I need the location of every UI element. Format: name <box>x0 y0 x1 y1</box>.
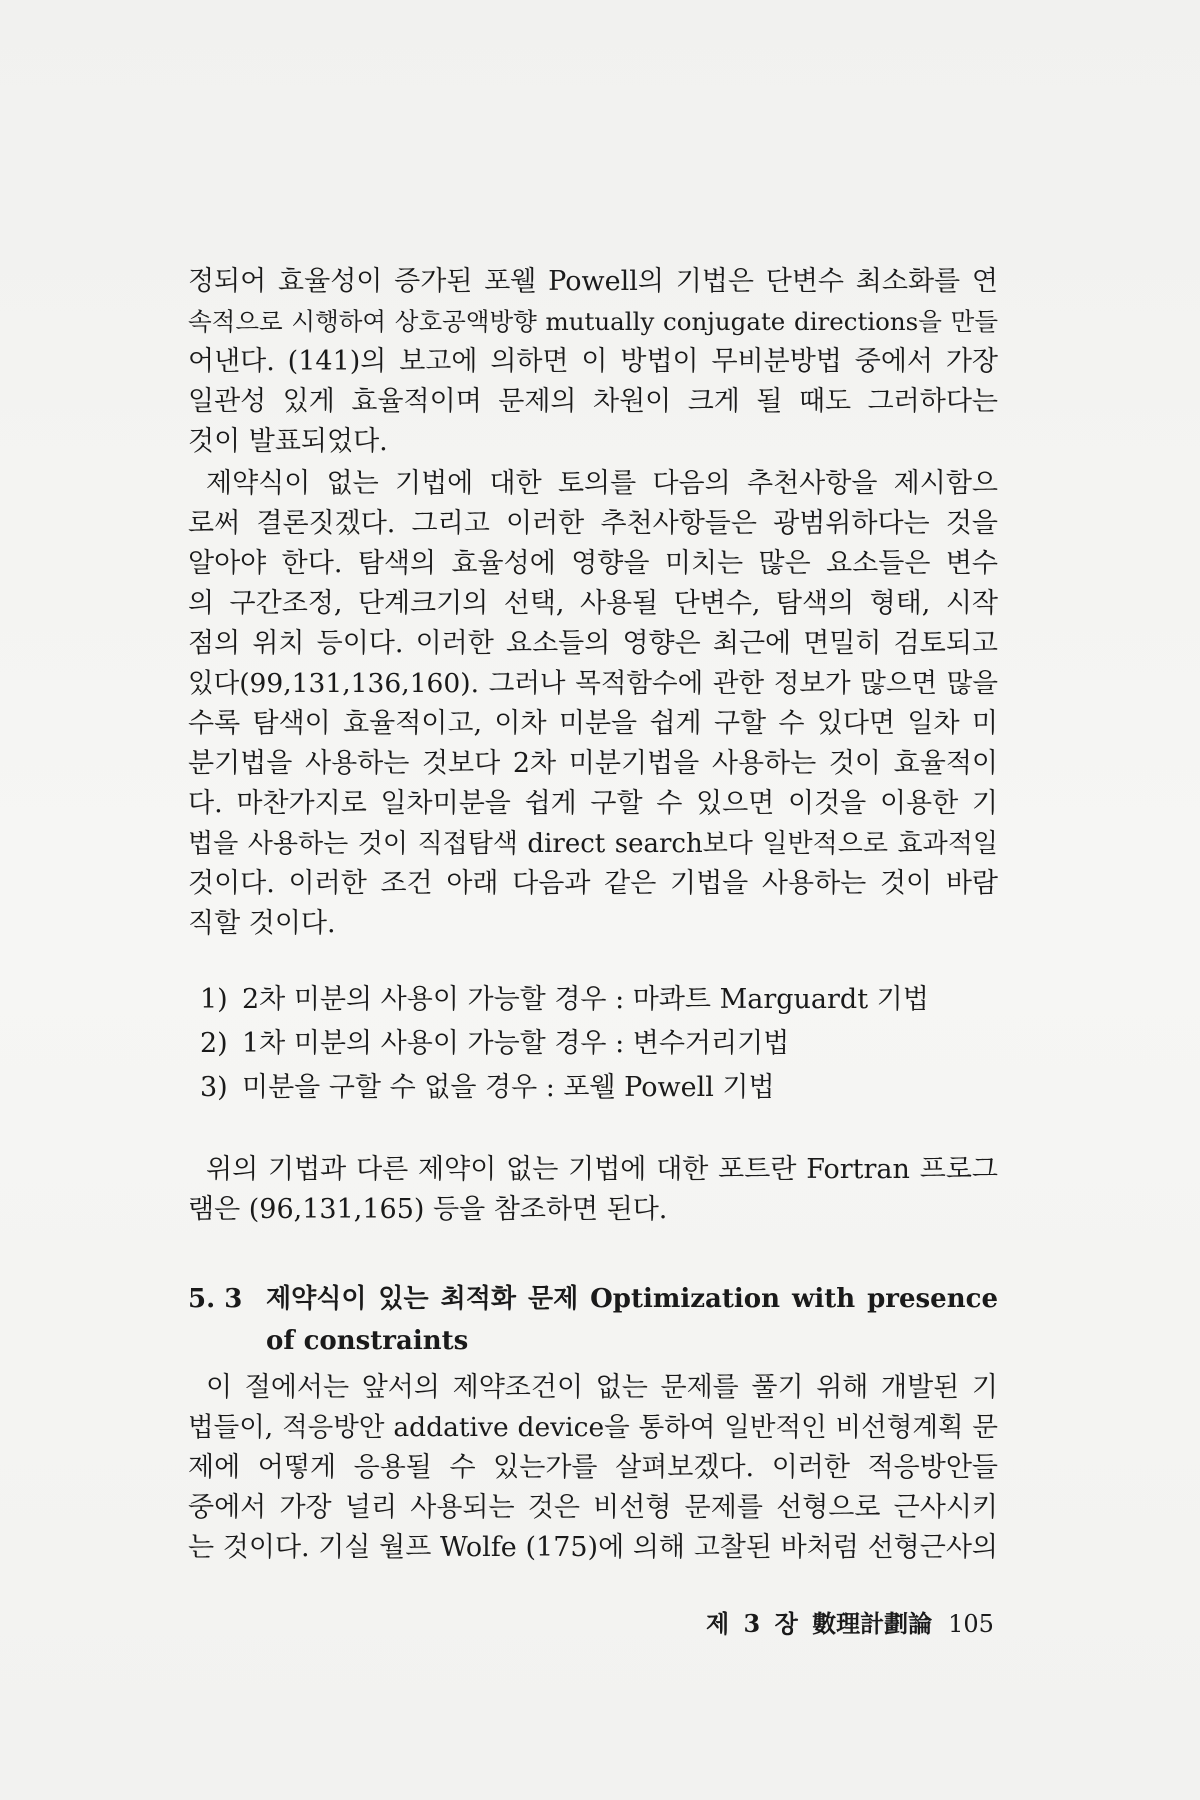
list-item <box>200 1066 998 1110</box>
text-line: 로써 결론짓겠다. 그리고 이러한 추천사항들은 광범위하다는 것을 <box>188 508 998 539</box>
text-line: 법들이, 적응방안 addative device을 통하여 일반적인 비선형계획 문 <box>188 1412 998 1443</box>
list-text: 1차 미분의 사용이 가능할 경우 : 변수거리기법 <box>242 1028 790 1059</box>
text-line: 속적으로 시행하여 상호공액방향 mutually conjugate directions을 만들 <box>188 307 998 336</box>
text-line: 이 절에서는 앞서의 제약조건이 없는 문제를 풀기 위해 개발된 기 <box>206 1372 998 1403</box>
chapter-title: 제 3 장 數理計劃論 <box>706 1609 933 1638</box>
method-list <box>188 978 998 1110</box>
list-number: 1) <box>200 984 228 1015</box>
list-number: 3) <box>200 1072 228 1103</box>
paragraph-2 <box>188 464 998 944</box>
paragraph-1 <box>188 262 998 462</box>
page-number: 105 <box>948 1610 994 1638</box>
paragraph-3 <box>188 1150 998 1230</box>
text-line: 수록 탐색이 효율적이고, 이차 미분을 쉽게 구할 수 있다면 일차 미 <box>188 708 998 739</box>
body-text <box>188 262 998 1568</box>
page-footer <box>706 1604 994 1639</box>
list-number: 2) <box>200 1028 228 1059</box>
text-line: 의 구간조정, 단계크기의 선택, 사용될 단변수, 탐색의 형태, 시작 <box>188 588 998 619</box>
text-line: 어낸다. (141)의 보고에 의하면 이 방법이 무비분방법 중에서 가장 <box>188 346 998 377</box>
section-title-continued: of constraints <box>266 1326 469 1356</box>
text-line: 있다(99,131,136,160). 그러나 목적함수에 관한 정보가 많으면 많을 <box>188 668 998 699</box>
text-line: 위의 기법과 다른 제약이 없는 기법에 대한 포트란 Fortran 프로그 <box>206 1154 998 1185</box>
text-line: 램은 (96,131,165) 등을 참조하면 된다. <box>188 1194 668 1225</box>
text-line: 것이 발표되었다. <box>188 426 388 457</box>
list-item <box>200 978 998 1022</box>
text-line: 제에 어떻게 응용될 수 있는가를 살펴보겠다. 이러한 적응방안들 <box>188 1452 998 1483</box>
text-line: 것이다. 이러한 조건 아래 다음과 같은 기법을 사용하는 것이 바람 <box>188 868 998 899</box>
list-text: 미분을 구할 수 없을 경우 : 포웰 Powell 기법 <box>242 1072 775 1103</box>
text-line: 는 것이다. 기실 월프 Wolfe (175)에 의해 고찰된 바처럼 선형근사의 <box>188 1532 998 1563</box>
text-line: 법을 사용하는 것이 직접탐색 direct search보다 일반적으로 효과적일 <box>188 829 998 859</box>
text-line: 점의 위치 등이다. 이러한 요소들의 영향은 최근에 면밀히 검토되고 <box>188 628 998 659</box>
list-text: 2차 미분의 사용이 가능할 경우 : 마콰트 Marguardt 기법 <box>242 984 929 1015</box>
section-heading <box>188 1278 998 1362</box>
paragraph-4 <box>188 1368 998 1568</box>
section-title: 제약식이 있는 최적화 문제 Optimization with presence <box>266 1284 998 1314</box>
list-item <box>200 1022 998 1066</box>
text-line: 제약식이 없는 기법에 대한 토의를 다음의 추천사항을 제시함으 <box>206 468 998 499</box>
text-line: 알아야 한다. 탐색의 효율성에 영향을 미치는 많은 요소들은 변수 <box>188 548 998 579</box>
text-line: 직할 것이다. <box>188 908 336 939</box>
text-line: 일관성 있게 효율적이며 문제의 차원이 크게 될 때도 그러하다는 <box>188 386 998 417</box>
text-line: 다. 마찬가지로 일차미분을 쉽게 구할 수 있으면 이것을 이용한 기 <box>188 788 998 819</box>
text-line: 정되어 효율성이 증가된 포웰 Powell의 기법은 단변수 최소화를 연 <box>188 266 998 297</box>
section-number: 5. 3 <box>188 1284 243 1314</box>
text-line: 분기법을 사용하는 것보다 2차 미분기법을 사용하는 것이 효율적이 <box>188 748 998 779</box>
text-line: 중에서 가장 널리 사용되는 것은 비선형 문제를 선형으로 근사시키 <box>188 1492 998 1523</box>
